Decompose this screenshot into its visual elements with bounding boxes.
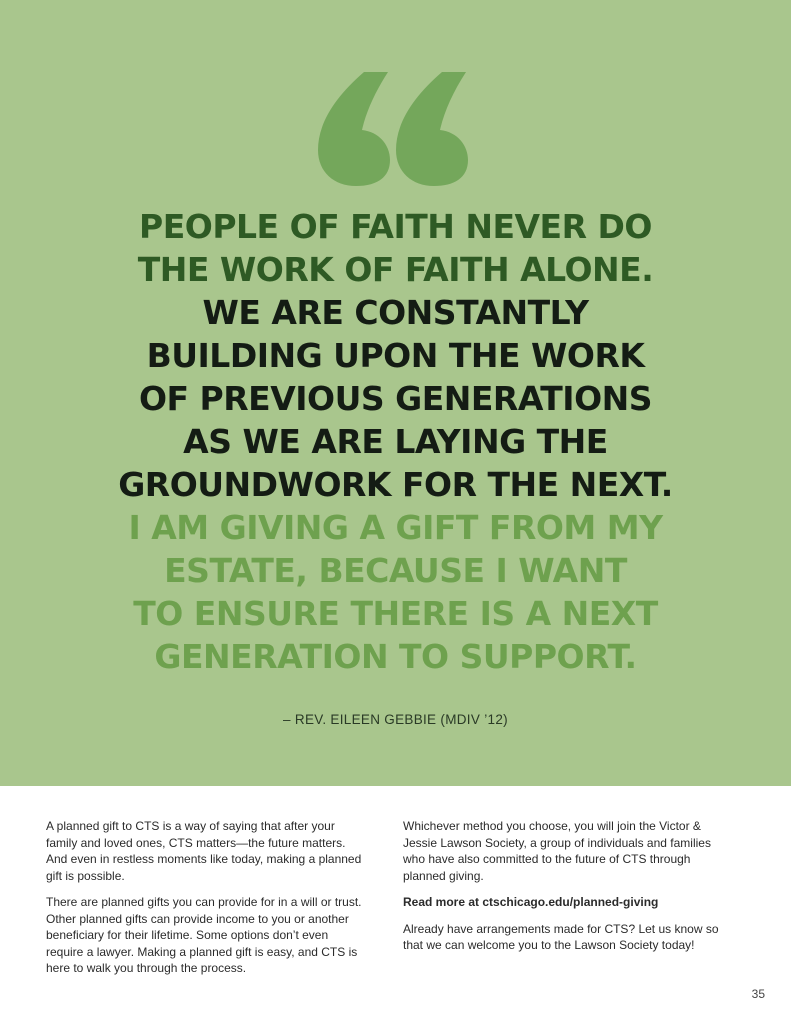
quote-line: WE ARE CONSTANTLY [202,293,589,332]
body-column-right [403,818,748,964]
text-line: Already have arrangements made for CTS? Let us know so [403,921,719,936]
quote-line: AS WE ARE LAYING THE [183,422,608,461]
text-line: There are planned gifts you can provide for in a will or trust. [46,895,362,909]
text-line: family and loved ones, CTS matters—the future matters. [46,835,346,850]
paragraph [403,818,748,884]
page-number: 35 [751,987,765,1001]
text-line: Other planned gifts can provide income to you or another [46,911,349,926]
body-column-left [46,818,396,987]
text-line: who have also committed to the future of CTS through [403,852,691,866]
quote-line: PEOPLE OF FAITH NEVER DO [139,207,652,246]
read-more-link[interactable]: Read more at ctschicago.edu/planned-giving [403,895,659,909]
text-line: gift is possible. [46,868,125,883]
pull-quote [0,205,791,678]
paragraph [403,921,748,954]
quote-attribution: – REV. EILEEN GEBBIE (MDIV ’12) [283,712,508,727]
paragraph [46,894,396,977]
quote-line: TO ENSURE THERE IS A NEXT [133,594,658,633]
text-line: that we can welcome you to the Lawson Society today! [403,938,695,952]
quote-line: GENERATION TO SUPPORT. [154,637,637,676]
text-line: A planned gift to CTS is a way of saying that after your [46,819,335,833]
paragraph [46,818,396,884]
quote-line: THE WORK OF FAITH ALONE. [137,250,654,289]
text-line: Whichever method you choose, you will join the Victor & [403,819,701,833]
quote-line: BUILDING UPON THE WORK [146,336,645,375]
quote-line: ESTATE, BECAUSE I WANT [164,551,627,590]
text-line: beneficiary for their lifetime. Some options don’t even [46,928,329,942]
opening-quote-icon [0,68,791,188]
text-line: Jessie Lawson Society, a group of individuals and families [403,835,711,850]
text-line: here to walk you through the process. [46,961,247,975]
text-line: require a lawyer. Making a planned gift is easy, and CTS is [46,944,358,959]
text-line: planned giving. [403,868,484,883]
quote-line: OF PREVIOUS GENERATIONS [138,379,653,418]
quote-line: GROUNDWORK FOR THE NEXT. [118,465,673,504]
quote-line: I AM GIVING A GIFT FROM MY [128,508,663,547]
text-line: And even in restless moments like today, making a planned [46,852,362,866]
